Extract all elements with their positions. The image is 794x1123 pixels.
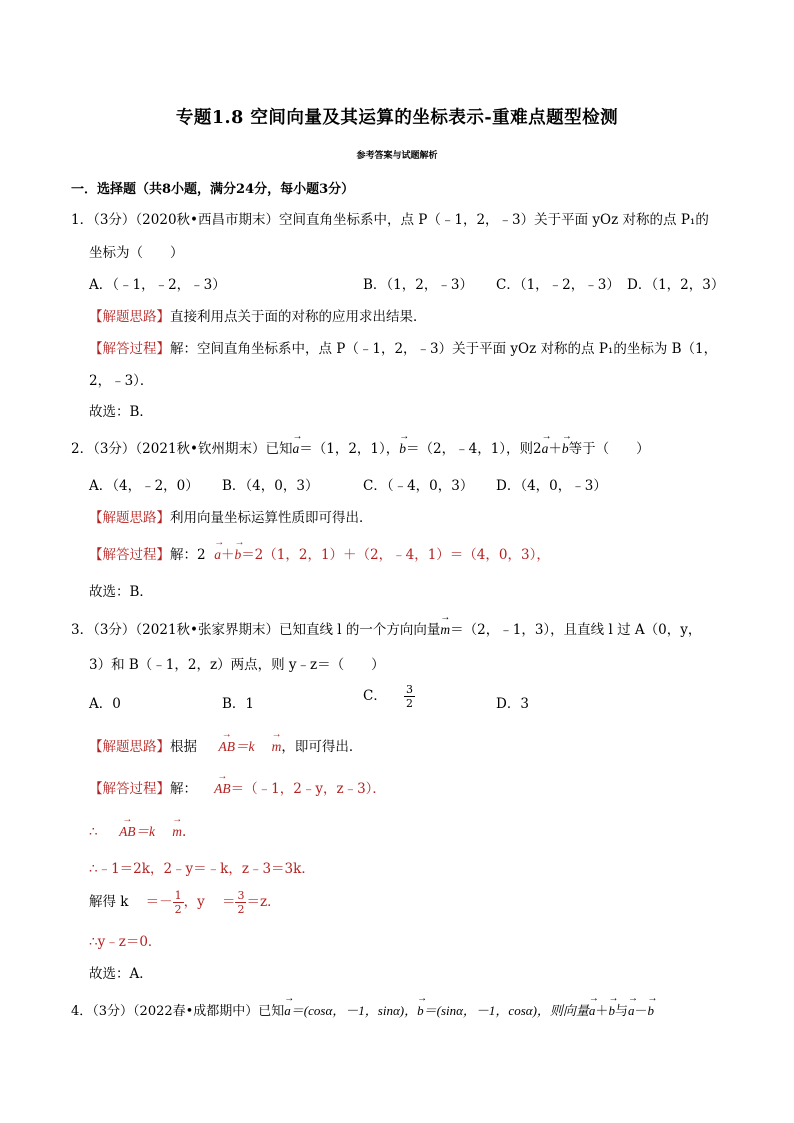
q3-solve-part3: ＝z． [246,894,281,910]
q1-option-c: C．（1，﹣2，﹣3） [496,277,620,293]
vector-a: → a [293,441,300,457]
vector-b: → b [647,1003,654,1019]
q3-equals-k: ＝k [135,824,156,839]
q2-process [89,543,550,563]
q1-idea [89,305,427,325]
q4-vector-b-def: ＝(sinα，－1，cosα)，则向量 [423,1003,589,1018]
vector-a: → a [628,1003,635,1019]
q1-option-a: A．（﹣1，﹣2，﹣3） [89,277,226,293]
q3-option-b: B．1 [222,696,255,712]
q3-idea-part1: 根据 [170,739,197,755]
q3-process-tag: 【解答过程】 [89,781,170,797]
vector-ab: → AB [119,824,136,840]
q2-stem-part1: 2．（3分）（2021秋•钦州期末）已知 [71,441,293,457]
q2-idea-tag: 【解题思路】 [89,510,170,526]
q3-process [89,777,386,797]
q3-stem-part2: ＝（2，﹣1，3），且直线 l 过 A（0，y， [450,622,702,638]
q2-option-c: C．（﹣4，0，3） [363,478,474,494]
q3-stem-line1 [71,618,701,638]
q3-parallel: ∴ → AB＝k → m. [89,820,186,840]
q2-option-d: D．（4，0，﹣3） [496,478,607,494]
vector-b: → b [417,1003,424,1019]
q3-option-c-label: C． [363,688,387,704]
q2-option-a: A．（4，﹣2，0） [89,478,199,494]
q3-equations: ∴﹣1＝2k，2﹣y＝﹣k，z﹣3＝3k． [89,861,315,877]
q2-process-tag: 【解答过程】 [89,547,170,563]
q3-stem-part1: 3．（3分）（2021秋•张家界期末）已知直线 l 的一个方向向量 [71,622,441,638]
q2-process-part1: 解：2 [170,547,206,563]
page-title: 专题1.8 空间向量及其运算的坐标表示-重难点题型检测 [175,108,619,128]
vector-a: → a [284,1003,291,1019]
fraction-one-half: $\frac{1}{2}$ [174,889,182,916]
q3-option-a: A．0 [89,696,121,712]
q2-stem-part4: 等于（ ） [568,441,650,457]
q1-idea-tag: 【解题思路】 [89,309,170,325]
q3-solve-neg: ＝－ [145,894,173,910]
q4-stem [71,1000,654,1019]
vector-m: → m [172,824,182,840]
vector-b: → b [562,441,569,457]
q3-process-part1: 解： [170,781,197,797]
q3-solve-part2: ，y [183,894,205,910]
vector-b: → b [234,547,241,563]
q2-process-part2: ＝2（1，2，1）＋（2，﹣4，1）＝（4，0，3）， [241,547,550,563]
q3-option-d: D．3 [496,696,529,712]
therefore-sign: ∴ [89,824,98,840]
plus-sign: ＋ [220,547,235,563]
q3-equals-k: ＝k [234,739,255,754]
vector-a: → a [542,441,549,457]
q1-option-d: D．（1，2，3） [627,277,725,293]
q1-stem-line2: 坐标为（ ） [89,245,184,261]
q3-solve-eq: ＝ [221,894,236,910]
q1-process-line1 [89,337,717,357]
q3-result: ∴y﹣z＝0． [89,934,162,950]
page-subtitle: 参考答案与试题解析 [356,151,438,161]
q1-process-tag: 【解答过程】 [89,341,170,357]
q4-and: 与 [614,1004,628,1019]
q3-stem-line2: 3）和 B（﹣1，2，z）两点，则 y﹣z＝（ ） [89,657,385,673]
q2-stem-part2: ＝（1，2，1）， [299,441,400,457]
vector-b: → b [608,1003,615,1019]
section-heading: 一．选择题（共8小题，满分24分，每小题3分） [71,182,355,197]
q2-option-b: B．（4，0，3） [222,478,319,494]
vector-b: → b [399,441,406,457]
q2-idea-text: 利用向量坐标运算性质即可得出． [170,510,373,526]
minus-sign: － [634,1004,648,1019]
q3-solution [89,889,281,916]
q3-option-c [363,683,415,710]
q2-stem-part3: ＝（2，﹣4，1），则2 [406,441,542,457]
vector-m: → m [440,622,450,638]
fraction-three-halves: $\frac{3}{2}$ [406,683,414,710]
vector-a: → a [589,1003,596,1019]
q2-answer: 故选：B． [89,584,153,600]
q4-stem-part1: 4．（3分）（2022春•成都期中）已知 [71,1004,285,1019]
q3-idea-part2: ，即可得出． [281,739,363,755]
fraction-three-halves: $\frac{3}{2}$ [237,889,245,916]
vector-ab: → AB [218,739,235,755]
plus-sign: ＋ [595,1004,609,1019]
q1-idea-text: 直接利用点关于面的对称的应用求出结果． [170,309,427,325]
q1-answer: 故选：B． [89,404,153,420]
vector-a: → a [214,547,221,563]
plus-sign: ＋ [548,441,562,457]
q3-idea-tag: 【解题思路】 [89,739,170,755]
q3-process-part2: ＝（﹣1，2﹣y，z﹣3）． [230,781,386,797]
q2-idea [89,506,373,526]
q3-solve-part1: 解得 k [89,894,129,910]
q1-process-text1: 解：空间直角坐标系中，点 P（﹣1，2，﹣3）关于平面 yOz 对称的点 P₁的坐标为 B（1， [170,341,718,357]
vector-m: → m [272,739,282,755]
q3-idea [89,735,362,755]
q2-stem [71,437,650,457]
q1-stem-line1: 1．（3分）（2020秋•西昌市期末）空间直角坐标系中，点 P（﹣1，2，﹣3）关于平面 yOz 对称的点 P₁的 [71,212,709,228]
q1-option-b: B．（1，2，﹣3） [363,277,473,293]
q3-answer: 故选：A． [89,966,153,982]
q1-process-line2: 2，﹣3）． [89,373,154,389]
vector-ab: → AB [214,781,231,797]
q4-vector-a-def: ＝(cosα，－1，sinα)， [290,1003,418,1018]
